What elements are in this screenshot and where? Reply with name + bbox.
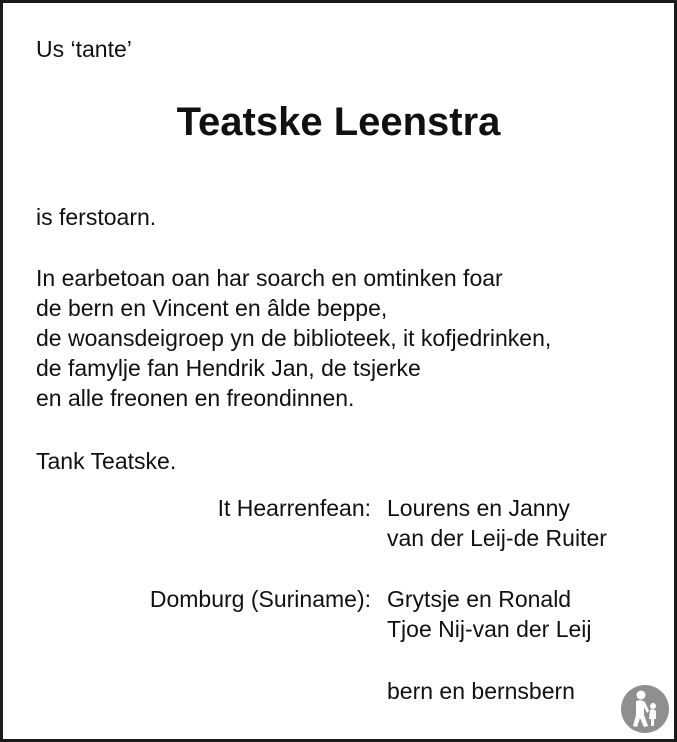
signatory-name-line: van der Leij-de Ruiter xyxy=(387,525,607,551)
deceased-name: Teatske Leenstra xyxy=(176,100,501,144)
signatory-name-line: Grytsje en Ronald xyxy=(387,586,572,612)
greeting: Us ‘tante’ xyxy=(36,36,132,62)
signatory-name-line: Tjoe Nij-van der Leij xyxy=(387,616,592,642)
tribute-line: de bern en Vincent en âlde beppe, xyxy=(36,295,388,321)
announcement: is ferstoarn. xyxy=(36,204,157,230)
signatory-place: It Hearrenfean: xyxy=(217,495,371,521)
tribute-line: de famylje fan Hendrik Jan, de tsjerke xyxy=(36,355,421,381)
signatory-names xyxy=(387,584,592,644)
thanks-line: Tank Teatske. xyxy=(36,448,177,474)
tribute-line: en alle freonen en freondinnen. xyxy=(36,385,355,411)
signatory-names xyxy=(387,493,607,553)
memorial-figure-icon-graphic xyxy=(620,684,670,734)
memorial-figure-icon xyxy=(620,684,670,734)
signatory-place: Domburg (Suriname): xyxy=(149,586,371,612)
tribute-text xyxy=(36,263,551,413)
signatory-name-line: Lourens en Janny xyxy=(387,495,570,521)
closing-line: bern en bernsbern xyxy=(387,678,575,704)
tribute-line: In earbetoan oan har soarch en omtinken foar xyxy=(36,265,503,291)
tribute-line: de woansdeigroep yn de biblioteek, it kofjedrinken, xyxy=(36,325,552,351)
